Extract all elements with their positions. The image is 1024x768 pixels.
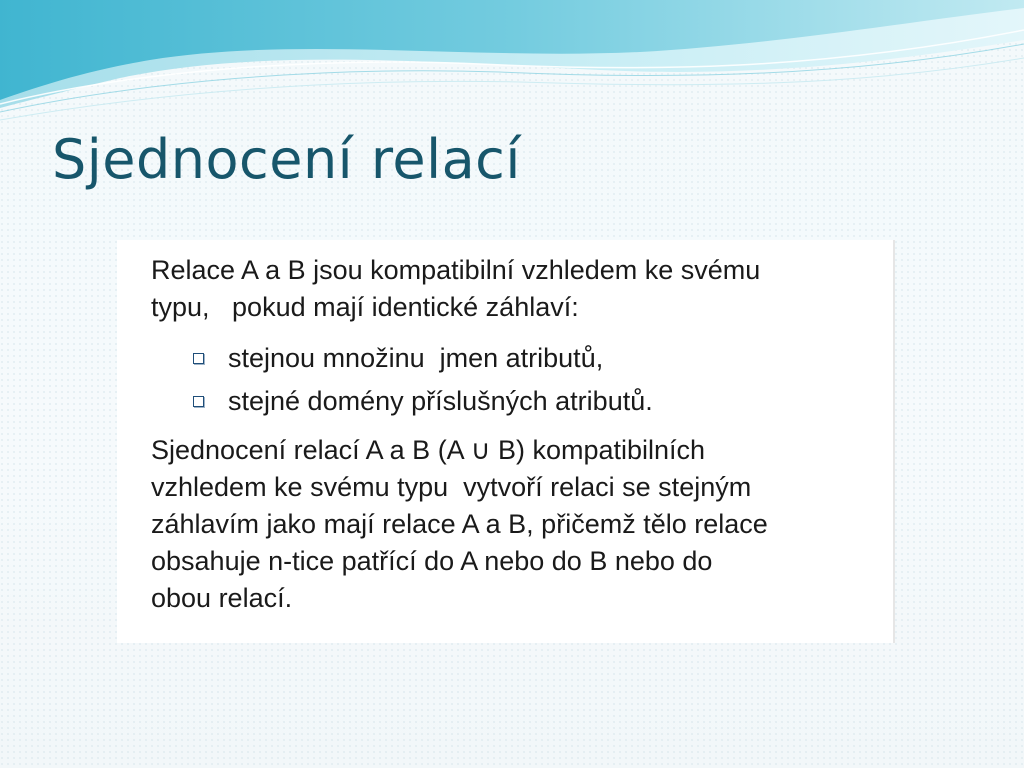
square-bullet-icon [193, 353, 204, 364]
definition-line: Sjednocení relací A a B (A ∪ B) kompatibilních [151, 435, 706, 465]
bullet-list [193, 337, 653, 423]
decorative-wave-header [0, 0, 1024, 130]
list-item-text: stejné domény příslušných atributů. [228, 386, 653, 416]
square-bullet-icon [193, 396, 204, 407]
intro-line: Relace A a B jsou kompatibilní vzhledem ke svému [151, 255, 761, 285]
list-item-text: stejnou množinu jmen atributů, [228, 343, 604, 373]
list-item [193, 337, 653, 380]
slide-title: Sjednocení relací [52, 128, 521, 191]
list-item [193, 380, 653, 423]
intro-line: typu, pokud mají identické záhlaví: [151, 292, 579, 322]
definition-line: záhlavím jako mají relace A a B, přičemž tělo relace [151, 509, 768, 539]
definition-line: vzhledem ke svému typu vytvoří relaci se stejným [151, 472, 752, 502]
definition-line: obou relací. [151, 583, 293, 613]
definition-line: obsahuje n-tice patřící do A nebo do B nebo do [151, 546, 713, 576]
intro-paragraph [151, 252, 885, 326]
content-box [117, 240, 893, 643]
definition-paragraph [151, 432, 885, 617]
